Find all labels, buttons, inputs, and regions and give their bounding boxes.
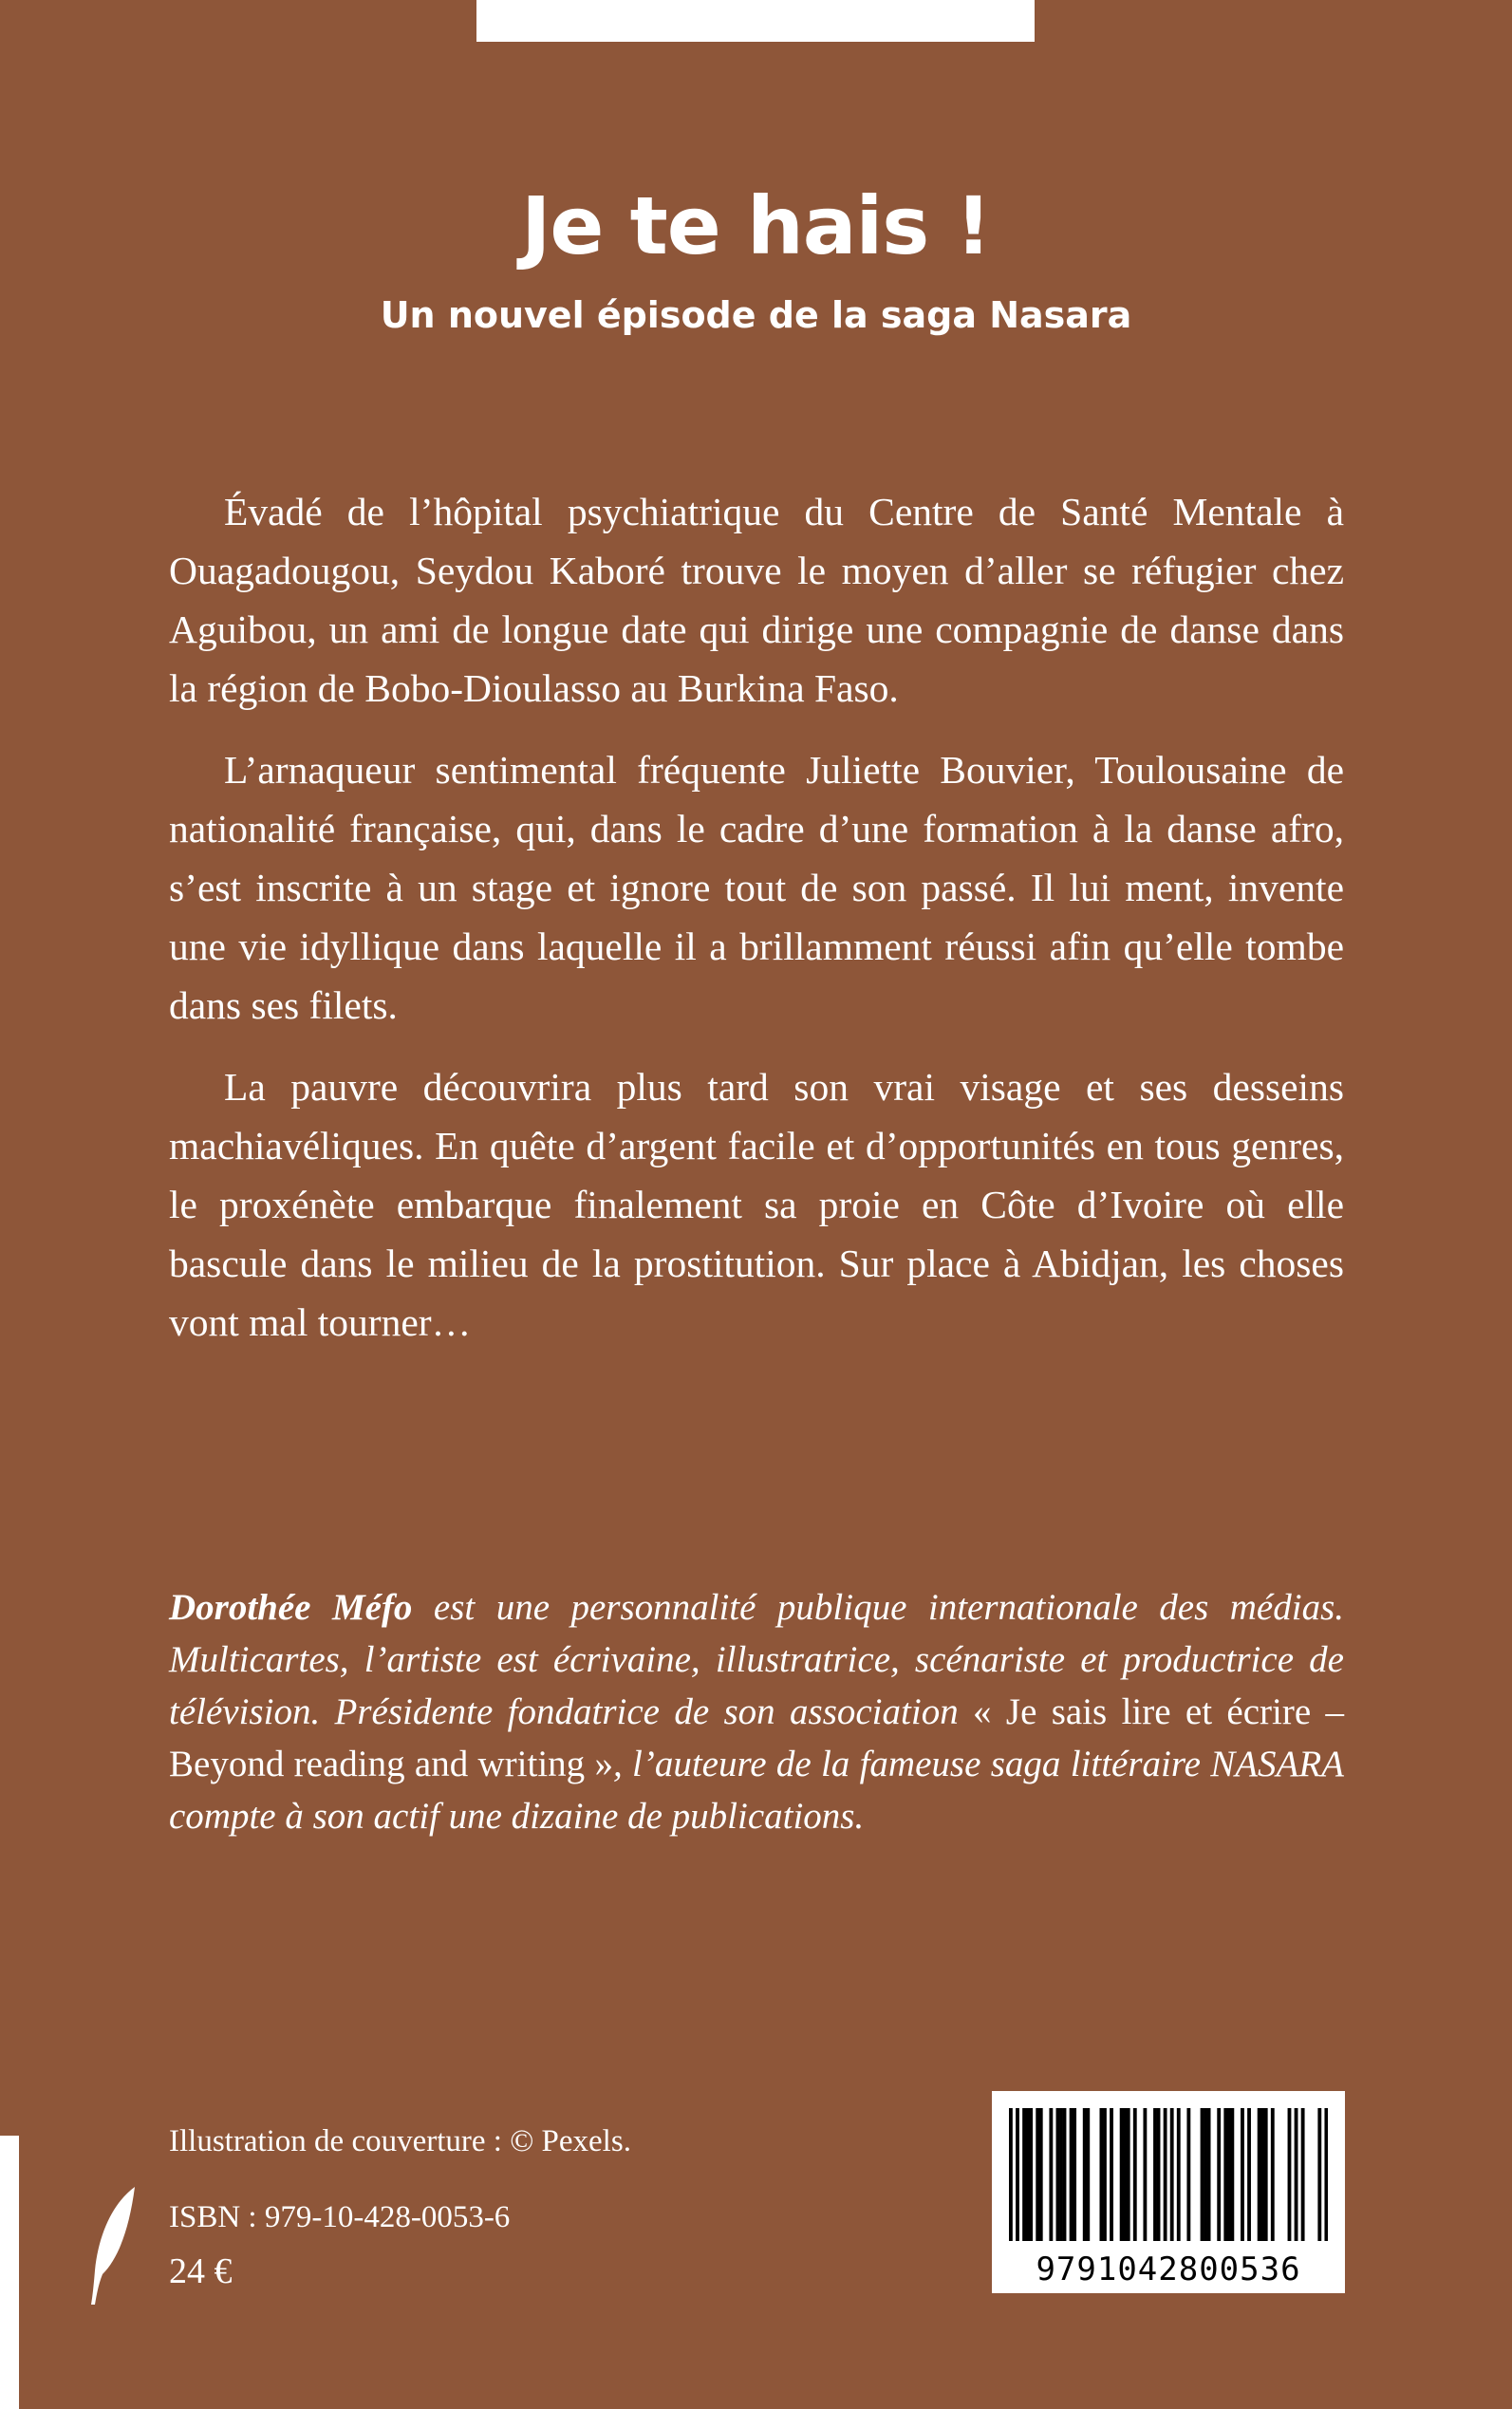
barcode-bar (1063, 2108, 1067, 2241)
barcode-bar (1207, 2108, 1211, 2241)
barcode-bar (1127, 2108, 1130, 2241)
barcode-bar (1103, 2108, 1107, 2241)
blurb-paragraph-1: Évadé de l’hôpital psychiatrique du Centre de Santé Mentale à Ouagadougou, Seydou Kaboré trouve le moyen d’aller se réfugier chez Aguibou, un ami de longue date qui dirige une compagnie de danse dans la région de Bobo-Dioulasso au Burkina Faso. (169, 490, 1344, 710)
barcode-bar (1223, 2108, 1227, 2241)
barcode-bar (1143, 2108, 1147, 2241)
barcode-bar (1288, 2108, 1292, 2241)
barcode-bar (1123, 2108, 1127, 2241)
barcode-bar (1073, 2108, 1076, 2241)
bio-text-2: , l’auteure de la fameuse saga littéraire NASARA compte à son actif une dizaine de publications. (169, 1744, 1345, 1837)
barcode-bar (1022, 2108, 1026, 2241)
barcode-bar (1056, 2108, 1060, 2241)
barcode-bar (1083, 2108, 1087, 2241)
book-subtitle: Un nouvel épisode de la saga Nasara (380, 294, 1132, 336)
barcode-bar (1029, 2108, 1033, 2241)
barcode-bar (1241, 2108, 1244, 2241)
feather-icon (85, 2183, 142, 2306)
barcode-bar (1120, 2108, 1124, 2241)
back-cover-blurb (169, 482, 1344, 1374)
bio-text-1: est une personnalité publique internationale des médias. Multicartes, l’artiste est écrivaine, illustratrice, scénariste et productrice de télévision. Présidente fondatrice de son association (169, 1587, 1344, 1732)
barcode-bar (1271, 2108, 1275, 2241)
barcode-bar (1157, 2108, 1161, 2241)
price: 24 € (169, 2251, 233, 2291)
barcode-bar (1026, 2108, 1030, 2241)
barcode-bar (1133, 2108, 1137, 2241)
barcode-bar (1324, 2108, 1328, 2241)
author-bio (169, 1581, 1344, 1842)
barcode-bar (1201, 2108, 1204, 2241)
barcode-bar (1260, 2108, 1264, 2241)
barcode-bar (1070, 2108, 1073, 2241)
barcode-bar (1177, 2108, 1181, 2241)
barcode-bar (1153, 2108, 1157, 2241)
isbn: ISBN : 979-10-428-0053-6 (169, 2200, 511, 2234)
barcode-bar (1036, 2108, 1039, 2241)
barcode-bar (1170, 2108, 1174, 2241)
barcode-bar (1039, 2108, 1043, 2241)
barcode-bar (1247, 2108, 1251, 2241)
barcode-bar (1110, 2108, 1113, 2241)
author-name: Dorothée Méfo (169, 1587, 413, 1628)
barcode-bar (1317, 2108, 1321, 2241)
barcode-bars (1009, 2108, 1328, 2241)
top-white-tab (476, 0, 1035, 42)
left-white-strip (0, 2136, 19, 2409)
barcode-bar (1099, 2108, 1103, 2241)
barcode-bar (1227, 2108, 1231, 2241)
barcode-bar (1049, 2108, 1053, 2241)
barcode (992, 2091, 1345, 2293)
barcode-bar (1164, 2108, 1167, 2241)
barcode-bar (1009, 2108, 1013, 2241)
blurb-paragraph-3: La pauvre découvrira plus tard son vrai visage et ses desseins machiavéliques. En quête d’argent facile et d’opportunités en tous genres, le proxénète embarque finalement sa proie en Côte d’Ivoire où elle bascule dans le milieu de la prostitution. Sur place à Abidjan, les choses vont mal tourner… (169, 1065, 1344, 1344)
association-name: « Je sais lire et écrire – Beyond reading and writing » (169, 1691, 1344, 1784)
barcode-bar (1059, 2108, 1063, 2241)
barcode-bar (1086, 2108, 1090, 2241)
barcode-bar (1258, 2108, 1261, 2241)
blurb-paragraph-2: L’arnaqueur sentimental fréquente Juliette Bouvier, Toulousaine de nationalité française, qui, dans le cadre d’une formation à la danse afro, s’est inscrite à un stage et ignore tout de son passé. Il lui ment, invente une vie idyllique dans laquelle il a brillamment réussi afin qu’elle tombe dans ses filets. (169, 748, 1344, 1027)
barcode-bar (1295, 2108, 1298, 2241)
barcode-bar (1186, 2108, 1190, 2241)
barcode-bar (1217, 2108, 1221, 2241)
barcode-bar (1230, 2108, 1234, 2241)
barcode-bar (1301, 2108, 1305, 2241)
barcode-bar (1016, 2108, 1019, 2241)
book-title: Je te hais ! (521, 179, 991, 272)
barcode-digits: 9791042800536 (1036, 2250, 1301, 2288)
barcode-bar (1264, 2108, 1268, 2241)
cover-credit: Illustration de couverture : © Pexels. (169, 2124, 631, 2158)
barcode-bar (1204, 2108, 1207, 2241)
